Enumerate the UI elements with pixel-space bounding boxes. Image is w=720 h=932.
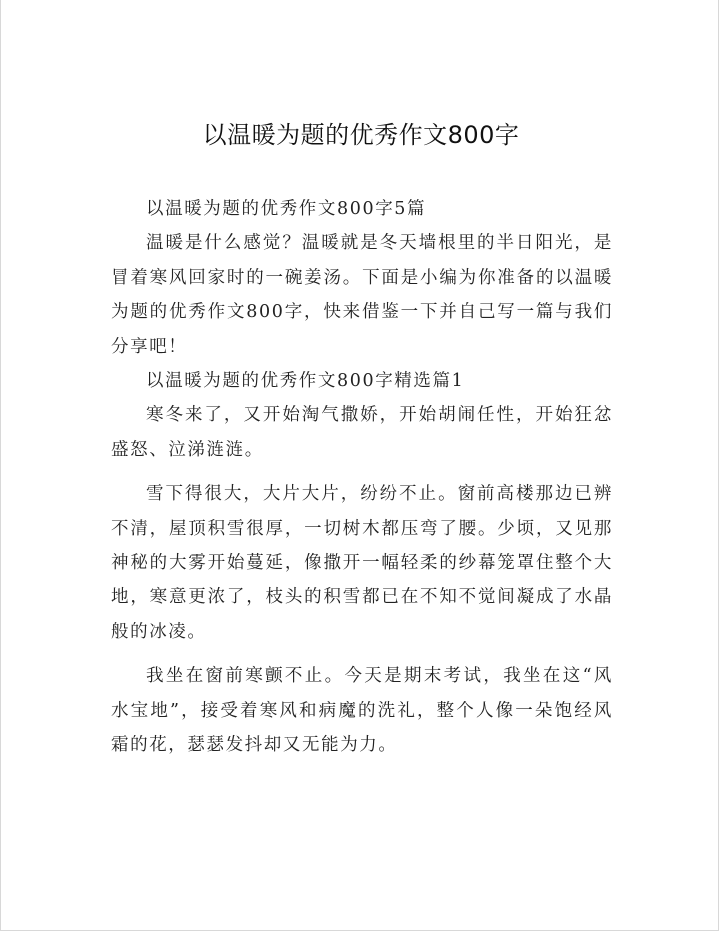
- body-paragraph: 寒冬来了，又开始淘气撒娇，开始胡闹任性，开始狂忿盛怒、泣涕涟涟。: [111, 405, 613, 460]
- subtitle-paragraph: 以温暖为题的优秀作文800字5篇: [146, 199, 427, 219]
- document-title: 以温暖为题的优秀作文800字: [202, 121, 520, 149]
- document-body: [111, 192, 613, 763]
- section-heading: 以温暖为题的优秀作文800字精选篇1: [146, 371, 465, 392]
- body-paragraph: 雪下得很大，大片大片，纷纷不止。窗前高楼那边已辨不清，屋顶积雪很厚，一切树木都压弯了腰。少顷，又见那神秘的大雾开始蔓延，像撒开一幅轻柔的纱幕笼罩住整个大地，寒意更浓了，枝头的积雪都已在不知不觉间凝成了水晶般的冰凌。: [111, 484, 613, 642]
- body-paragraph: 我坐在窗前寒颤不止。今天是期末考试，我坐在这“风水宝地”，接受着寒风和病魔的洗礼，整个人像一朵饱经风霜的花，瑟瑟发抖却又无能为力。: [111, 666, 613, 756]
- intro-paragraph: 温暖是什么感觉？温暖就是冬天墙根里的半日阳光，是冒着寒风回家时的一碗姜汤。下面是小编为你准备的以温暖为题的优秀作文800字，快来借鉴一下并自己写一篇与我们分享吧！: [111, 233, 613, 357]
